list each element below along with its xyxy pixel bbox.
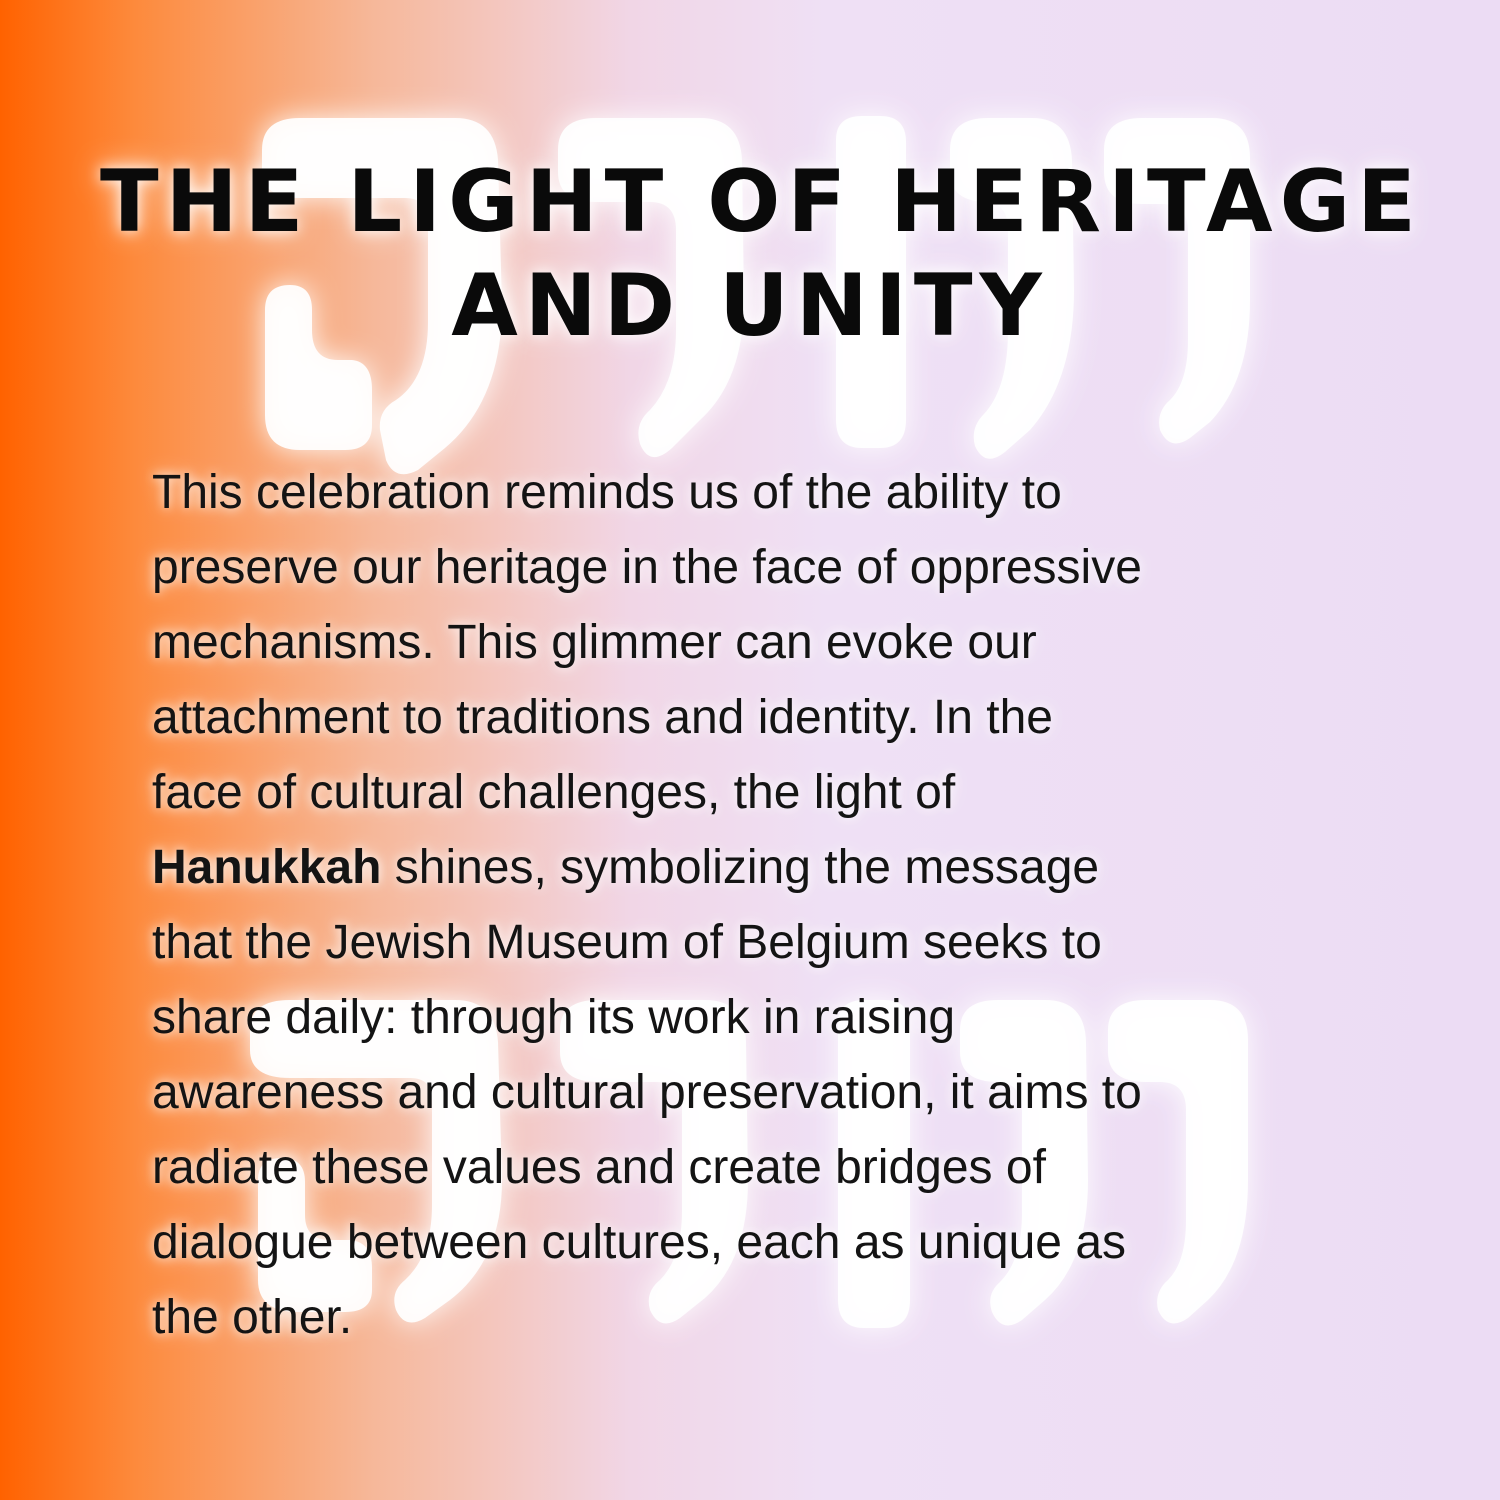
body-line-1: This celebration reminds us of the ability to [152, 466, 1062, 519]
body-line-6 [152, 830, 1342, 905]
body-line-8: share daily: through its work in raising [152, 991, 956, 1044]
body-line-7: that the Jewish Museum of Belgium seeks to [152, 916, 1102, 969]
title-line-1: THE LIGHT OF HERITAGE [100, 152, 1423, 252]
poster-title [100, 150, 1423, 358]
body-line-3: mechanisms. This glimmer can evoke our [152, 616, 1037, 669]
body-text [152, 455, 1342, 1355]
body-line-6-rest: shines, symbolizing the message [394, 841, 1100, 894]
highlight-hanukkah: Hanukkah [152, 841, 382, 894]
body-line-2: preserve our heritage in the face of oppressive [152, 541, 1142, 594]
title-line-2: AND UNITY [451, 256, 1049, 356]
body-line-10: radiate these values and create bridges of [152, 1141, 1046, 1194]
body-line-12: the other. [152, 1291, 353, 1344]
body-line-5: face of cultural challenges, the light of [152, 766, 956, 819]
body-line-9: awareness and cultural preservation, it aims to [152, 1066, 1142, 1119]
body-line-11: dialogue between cultures, each as unique as [152, 1216, 1127, 1269]
body-line-4: attachment to traditions and identity. In the [152, 691, 1053, 744]
